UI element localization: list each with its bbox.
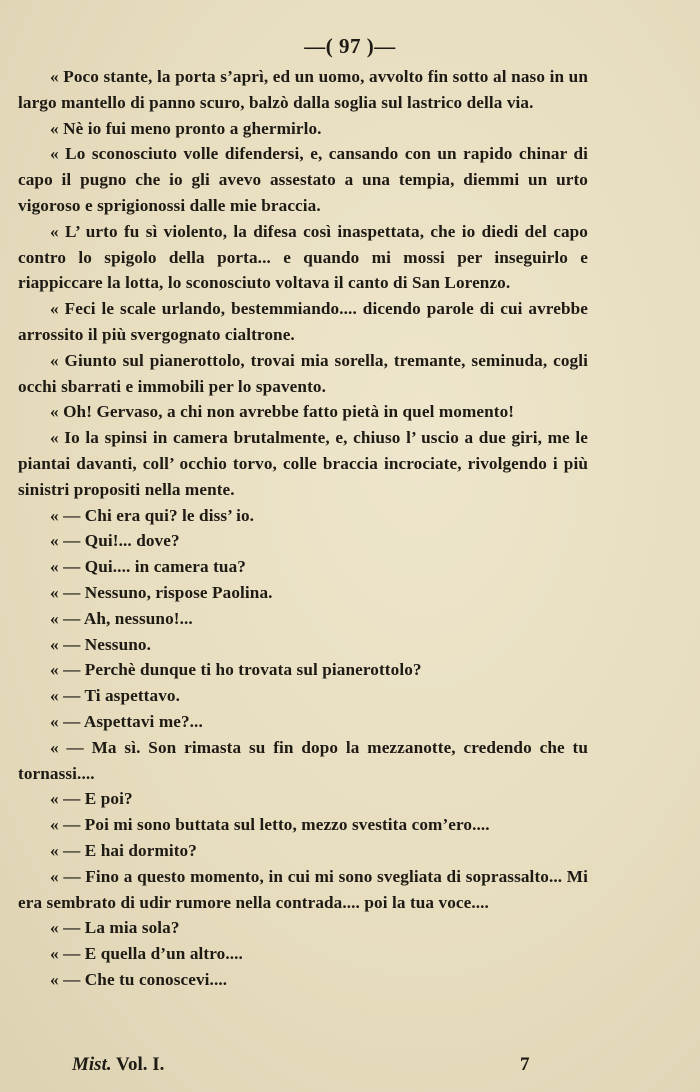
signature-volume: Vol. I. [111, 1054, 165, 1075]
dialogue-line: « — Nessuno, rispose Paolina. [50, 582, 273, 602]
signature-mark [72, 1054, 164, 1076]
dialogue-line: « — Ah, nessuno!... [50, 608, 193, 628]
paragraph: « Oh! Gervaso, a chi non avrebbe fatto pietà in quel momento! [50, 402, 515, 422]
dialogue-line: « — Ti aspettavo. [50, 686, 180, 706]
page-footer [0, 1054, 700, 1082]
dialogue-line: « — Aspettavi me?... [50, 711, 203, 731]
paragraph: « Io la spinsi in camera brutalmente, e, chiuso l’ uscio a due giri, me le piantai davanti, coll’ occhio torvo, colle braccia incrociate, rivolgendo i più sinistri propositi nella mente. [18, 428, 588, 499]
dialogue-line: « — E quella d’un altro.... [50, 944, 243, 964]
page-body [18, 64, 588, 993]
dialogue-line: « — Perchè dunque ti ho trovata sul pianerottolo? [50, 660, 422, 680]
dialogue-line: « — Chi era qui? le diss’ io. [50, 505, 255, 525]
dialogue-line: « — La mia sola? [50, 918, 180, 938]
paragraph: « Poco stante, la porta s’aprì, ed un uomo, avvolto fin sotto al naso in un largo mantello di panno scuro, balzò dalla soglia sul lastrico della via. [18, 67, 588, 112]
page-number: 7 [520, 1054, 530, 1075]
dialogue-line: « — Qui.... in camera tua? [50, 557, 246, 577]
paragraph: « Feci le scale urlando, bestemmiando.... dicendo parole di cui avrebbe arrossito il più svergognato cialtrone. [18, 299, 588, 344]
paragraph: « Lo sconosciuto volle difendersi, e, cansando con un rapido chinar di capo il pugno che io gli avevo assestato a una tempia, diemmi un urto vigoroso e sprigionossi dalle mie braccia. [18, 144, 588, 215]
dialogue-line: « — E hai dormito? [50, 840, 197, 860]
dialogue-line: « — Ma sì. Son rimasta su fin dopo la mezzanotte, credendo che tu tornassi.... [18, 737, 588, 783]
dialogue-line: « — Nessuno. [50, 634, 152, 654]
paragraph: « L’ urto fu sì violento, la difesa così inaspettata, che io diedi del capo contro lo spigolo della porta... e quando mi mossi per inseguirlo e riappiccare la lotta, lo sconosciuto voltava il canto di San Lorenzo. [18, 221, 588, 293]
dialogue-line: « — Qui!... dove? [50, 531, 180, 551]
dialogue-line: « — E poi? [50, 789, 133, 809]
paragraph: « Nè io fui meno pronto a ghermirlo. [50, 118, 322, 138]
dialogue-line: « — Fino a questo momento, in cui mi sono svegliata di soprassalto... Mi era sembrato di udir rumore nella contrada.... poi la tua voce.... [18, 866, 588, 912]
paragraph: « Giunto sul pianerottolo, trovai mia sorella, tremante, seminuda, cogli occhi sbarrati e immobili per lo spavento. [18, 350, 588, 396]
dialogue-line: « — Che tu conoscevi.... [50, 969, 228, 989]
dialogue-line: « — Poi mi sono buttata sul letto, mezzo svestita com’ero.... [50, 815, 490, 835]
page-header: —( 97 )— [304, 34, 396, 58]
signature-italic: Mist. [72, 1054, 112, 1075]
